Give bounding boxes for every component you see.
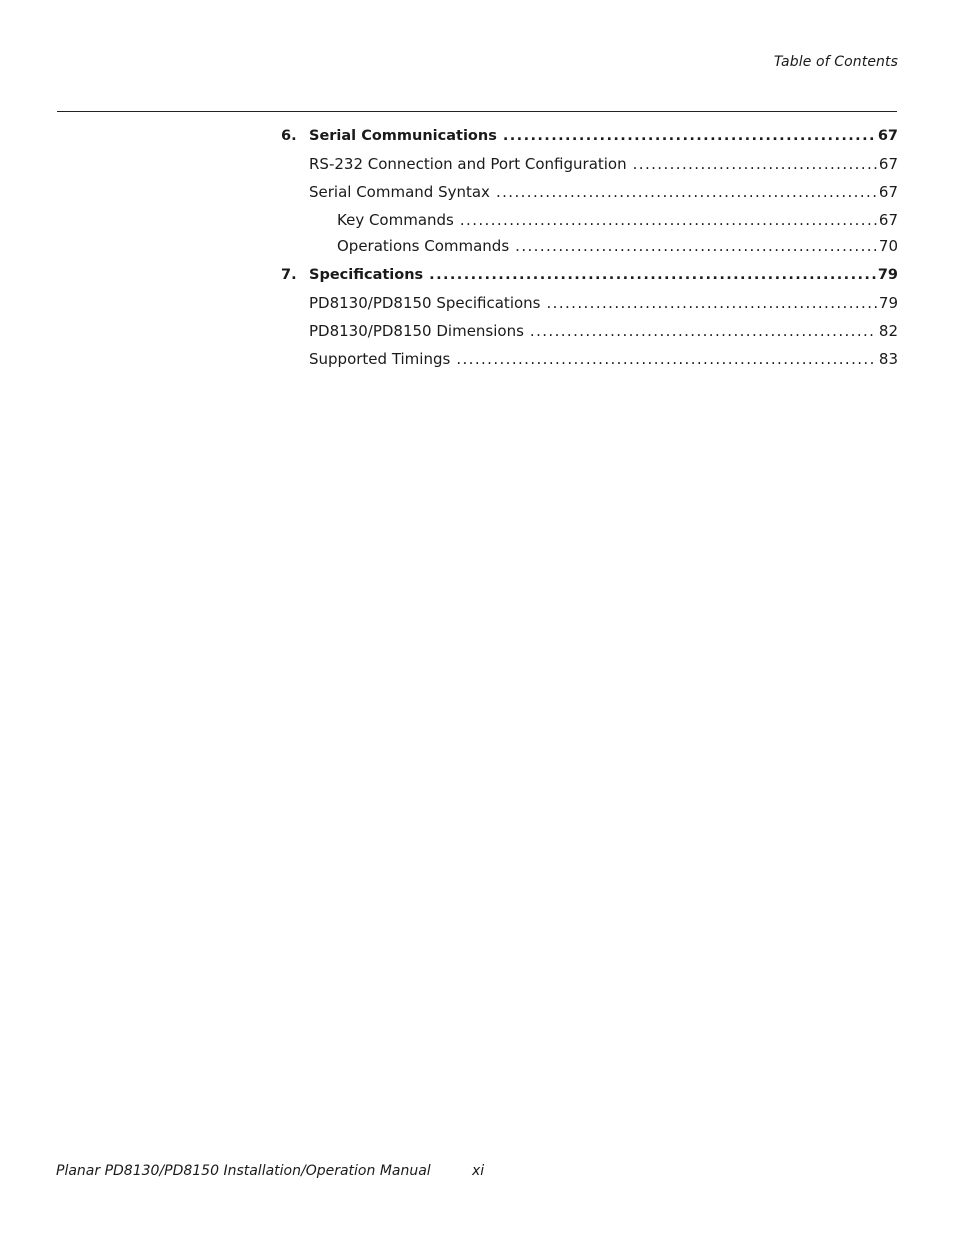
toc-entry-title: PD8130/PD8150 Specifications [309, 294, 541, 312]
running-head: Table of Contents [773, 54, 898, 70]
toc-entry-subsection[interactable] [337, 210, 898, 230]
toc-entry-page: 67 [878, 211, 898, 229]
toc-entry-page: 79 [878, 294, 898, 312]
toc-entry-title: PD8130/PD8150 Dimensions [309, 322, 524, 340]
toc-entry-section[interactable] [309, 154, 898, 174]
toc-entry-page: 67 [878, 183, 898, 201]
toc-entry-chapter[interactable] [281, 126, 898, 146]
toc-chapter-number: 6. [281, 128, 297, 144]
toc-dot-leader [633, 154, 877, 174]
toc-entry-chapter[interactable] [281, 265, 898, 285]
toc-entry-page: 70 [878, 237, 898, 255]
toc-dot-leader [530, 321, 877, 341]
toc-entry-page: 67 [878, 155, 898, 173]
toc-entry-title: Serial Command Syntax [309, 183, 490, 201]
toc-dot-leader [546, 293, 876, 313]
footer-manual-title: Planar PD8130/PD8150 Installation/Operation Manual [56, 1163, 431, 1179]
toc-dot-leader [456, 349, 877, 369]
toc-entry-section[interactable] [309, 182, 898, 202]
toc-dot-leader [460, 210, 877, 230]
toc-dot-leader [515, 236, 877, 256]
toc-dot-leader [496, 182, 877, 202]
footer-page-number: xi [472, 1163, 485, 1179]
toc-entry-page: 82 [878, 322, 898, 340]
toc-entry-title: Specifications [309, 267, 424, 283]
toc-entry-section[interactable] [309, 321, 898, 341]
toc-entry-title: Operations Commands [337, 237, 510, 255]
header-rule [57, 111, 897, 112]
toc-entry-title: RS-232 Connection and Port Configuration [309, 155, 627, 173]
toc-entry-title: Supported Timings [309, 350, 451, 368]
toc-entry-section[interactable] [309, 349, 898, 369]
toc-entry-section[interactable] [309, 293, 898, 313]
toc-entry-subsection[interactable] [337, 236, 898, 256]
toc-entry-title: Serial Communications [309, 128, 497, 144]
toc-entry-page: 79 [877, 267, 898, 283]
toc-entry-title: Key Commands [337, 211, 454, 229]
toc-entry-page: 67 [877, 128, 898, 144]
toc-entry-page: 83 [878, 350, 898, 368]
toc-dot-leader [429, 265, 876, 285]
toc-dot-leader [503, 126, 876, 146]
toc-chapter-number: 7. [281, 267, 297, 283]
